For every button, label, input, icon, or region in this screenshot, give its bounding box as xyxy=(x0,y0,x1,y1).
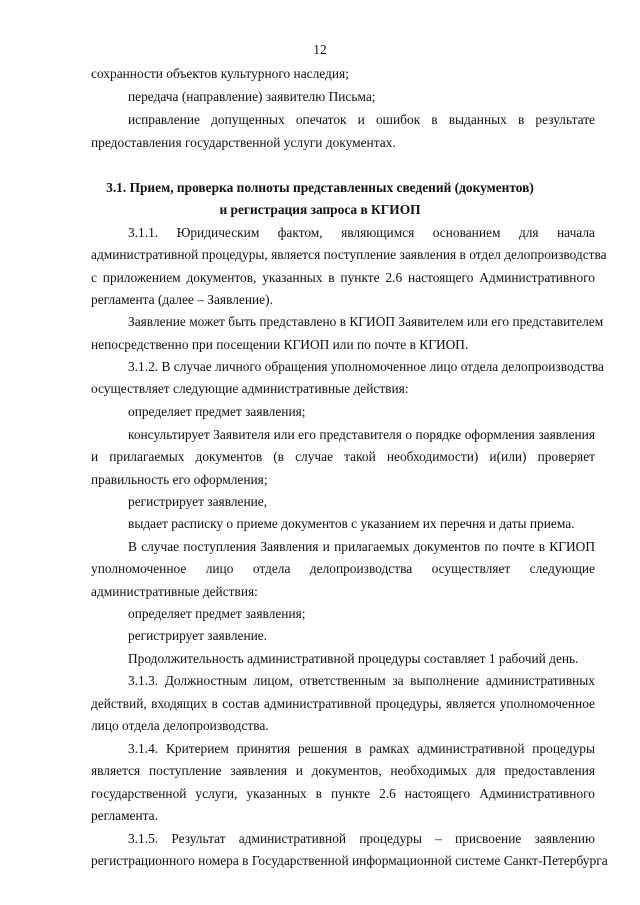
text-line: регистрирует заявление, xyxy=(128,494,268,509)
text-line: непосредственно при посещении КГИОП или по почте в КГИОП. xyxy=(91,337,469,352)
text-line: выдает расписку о приеме документов с указанием их перечня и даты приема. xyxy=(128,516,575,531)
page-number: 12 xyxy=(313,42,327,57)
section-heading: и регистрация запроса в КГИОП xyxy=(219,202,421,217)
text-line: предоставления государственной услуги документах. xyxy=(91,135,396,150)
text-line: сохранности объектов культурного наследия; xyxy=(91,66,349,81)
text-line: лицо отдела делопроизводства. xyxy=(91,718,269,733)
text-line: В случае поступления Заявления и прилагаемых документов по почте в КГИОП xyxy=(128,539,595,554)
text-line: государственной услуги, указанных в пункте 2.6 настоящего Административного xyxy=(91,786,595,801)
text-line: и прилагаемых документов (в случае такой необходимости) и(или) проверяет xyxy=(91,449,595,464)
text-line: уполномоченное лицо отдела делопроизводства осуществляет следующие xyxy=(91,561,595,576)
text-line: административной процедуры, является поступление заявления в отдел делопроизводства xyxy=(91,247,607,262)
text-line: 3.1.3. Должностным лицом, ответственным за выполнение административных xyxy=(128,673,595,688)
text-line: осуществляет следующие административные действия: xyxy=(91,381,409,396)
text-line: с приложением документов, указанных в пункте 2.6 настоящего Административного xyxy=(91,270,595,285)
text-line: 3.1.1. Юридическим фактом, являющимся основанием для начала xyxy=(128,225,595,240)
text-line: Продолжительность административной процедуры составляет 1 рабочий день. xyxy=(128,651,579,666)
text-line: консультирует Заявителя или его представителя о порядке оформления заявления xyxy=(128,427,595,442)
text-line: определяет предмет заявления; xyxy=(128,404,306,419)
section-heading: 3.1. Прием, проверка полноты представленных сведений (документов) xyxy=(106,180,534,195)
text-line: административные действия: xyxy=(91,584,258,599)
text-line: регламента (далее – Заявление). xyxy=(91,292,273,307)
text-line: передача (направление) заявителю Письма; xyxy=(128,89,376,104)
text-line: Заявление может быть представлено в КГИОП Заявителем или его представителем xyxy=(128,314,604,329)
text-line: действий, входящих в состав административной процедуры, является уполномоченное xyxy=(91,696,595,711)
text-line: 3.1.4. Критерием принятия решения в рамках административной процедуры xyxy=(128,741,595,756)
text-line: правильность его оформления; xyxy=(91,472,268,487)
text-line: 3.1.2. В случае личного обращения уполномоченное лицо отдела делопроизводства xyxy=(128,359,604,374)
text-line: исправление допущенных опечаток и ошибок в выданных в результате xyxy=(128,112,595,127)
text-line: является поступление заявления и документов, необходимых для предоставления xyxy=(91,763,595,778)
text-line: регламента. xyxy=(91,808,158,823)
text-line: регистрационного номера в Государственной информационной системе Санкт-Петербурга xyxy=(91,853,608,868)
text-line: регистрирует заявление. xyxy=(128,628,268,643)
text-line: определяет предмет заявления; xyxy=(128,606,306,621)
text-line: 3.1.5. Результат административной процедуры – присвоение заявлению xyxy=(128,831,595,846)
